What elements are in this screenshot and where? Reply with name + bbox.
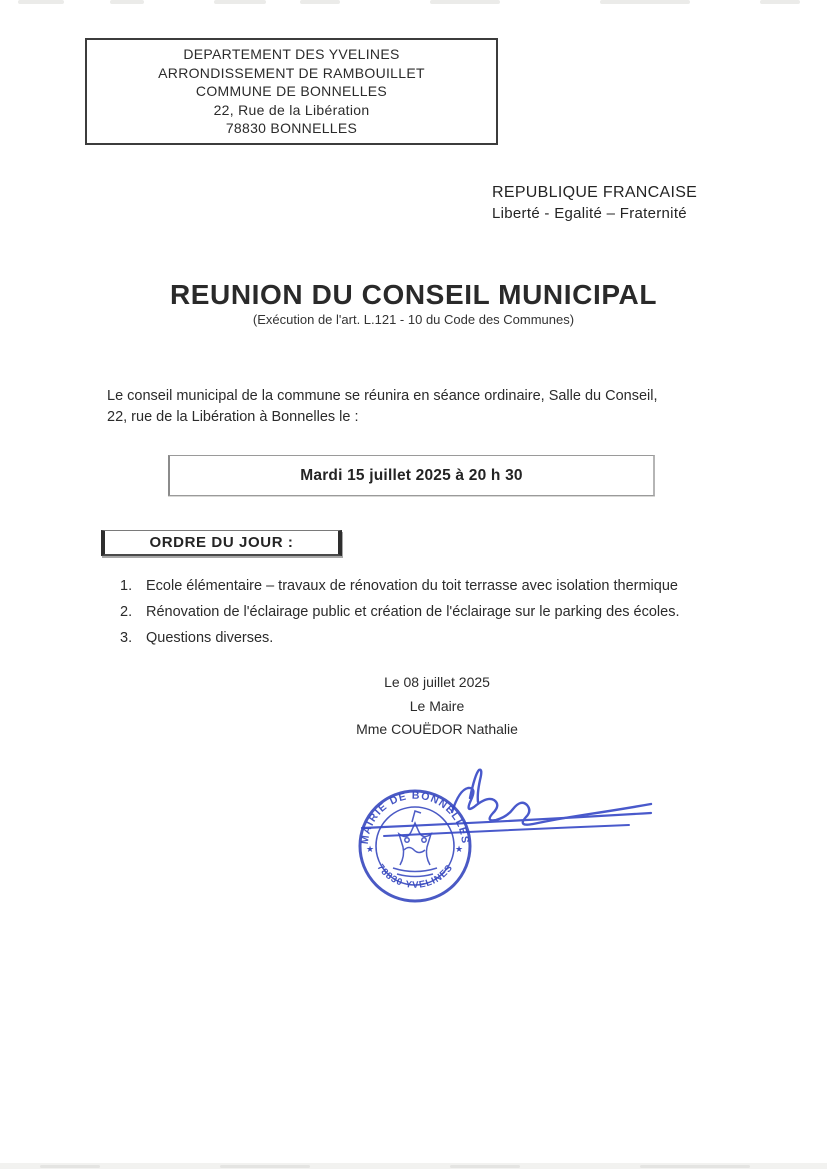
agenda-item [120, 604, 740, 620]
stamp-svg [340, 762, 670, 917]
scan-smudge [40, 1165, 100, 1168]
agenda-item-number: 1. [120, 578, 133, 594]
scan-smudge [18, 0, 64, 4]
agenda-item-text: Rénovation de l'éclairage public et création de l'éclairage sur le parking des écoles. [146, 604, 680, 620]
agenda-item-number: 2. [120, 604, 133, 620]
scan-smudge [214, 0, 266, 4]
svg-text:MAIRIE DE BONNELLES [359, 790, 471, 845]
handwritten-signature-icon [362, 770, 651, 836]
document-subtitle: (Exécution de l'art. L.121 - 10 du Code des Communes) [252, 312, 575, 327]
stamp-top-text: MAIRIE DE BONNELLES [358, 789, 472, 845]
letterhead-commune: COMMUNE DE BONNELLES [195, 83, 388, 100]
scan-artifact-top-edge [0, 0, 827, 5]
signature-date: Le 08 juillet 2025 [384, 674, 490, 690]
signature-role: Le Maire [409, 697, 465, 714]
letterhead-department: DEPARTEMENT DES YVELINES [183, 46, 400, 63]
scan-smudge [110, 0, 144, 4]
letterhead-box [85, 38, 498, 145]
stamp-and-signature [340, 762, 670, 917]
republic-block [492, 182, 697, 224]
document-title: REUNION DU CONSEIL MUNICIPAL [169, 279, 658, 310]
agenda-item-number: 3. [120, 630, 133, 646]
scan-smudge [600, 0, 690, 4]
agenda-item-text: Ecole élémentaire – travaux de rénovation du toit terrasse avec isolation thermique [146, 578, 678, 594]
intro-line-2: 22, rue de la Libération à Bonnelles le : [107, 408, 359, 425]
stamp-bottom-text: 78830 YVELINES [374, 862, 456, 891]
stamp-coat-of-arms-icon [393, 811, 437, 877]
republic-motto: Liberté - Egalité – Fraternité [492, 205, 687, 222]
signature-name: Mme COUËDOR Nathalie [356, 721, 518, 737]
stamp-star-right: ★ [455, 844, 464, 854]
scan-smudge [220, 1165, 310, 1168]
letterhead-street: 22, Rue de la Libération [213, 101, 370, 118]
agenda-item-text: Questions diverses. [146, 630, 274, 646]
agenda-heading: ORDRE DU JOUR : [149, 534, 294, 551]
scan-smudge [640, 1165, 750, 1168]
letterhead-arrondissement: ARRONDISSEMENT DE RAMBOUILLET [158, 64, 425, 81]
agenda-item [120, 630, 740, 646]
intro-paragraph [107, 386, 667, 428]
meeting-datetime-box [168, 455, 655, 496]
intro-line-1: Le conseil municipal de la commune se réunira en séance ordinaire, Salle du Conseil, [107, 387, 658, 404]
letterhead-postal-city: 78830 BONNELLES [225, 120, 358, 137]
scan-artifact-bottom-edge [0, 1163, 827, 1169]
meeting-datetime: Mardi 15 juillet 2025 à 20 h 30 [300, 466, 523, 484]
scan-smudge [760, 0, 800, 4]
scan-smudge [430, 0, 500, 4]
republic-title: REPUBLIQUE FRANCAISE [492, 184, 698, 201]
scan-smudge [300, 0, 340, 4]
signature-block [328, 671, 546, 742]
scan-smudge [450, 1165, 520, 1168]
agenda-heading-box [101, 530, 342, 556]
agenda-item [120, 578, 740, 594]
stamp-star-left: ★ [366, 844, 375, 854]
agenda-list [120, 578, 740, 656]
